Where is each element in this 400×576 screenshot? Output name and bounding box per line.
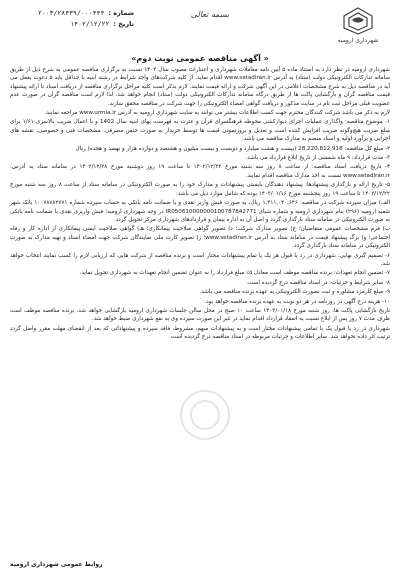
letter-meta [14, 8, 134, 30]
body-paragraph-closing: شهرداری در رد یا قبول یک یا تمامی پیشنهادات مختار است و به پیشنهادات مبهم، مشروط، فاقد سپرده و پیشنهاداتی که بعد از انقضای مهلت مقرر واصل گردد ترتیب اثر داده نخواهد شد. سایر اطلاعات و جزئیات مربوطه در اسناد مناقصه درج گردیده است. [10, 325, 390, 341]
body-paragraph-duration: ۳- مدت قرارداد: ۹ ماه شمسی از تاریخ ابلاغ قرارداد می باشد. [245, 155, 390, 162]
body-paragraph-documents: ب) فرم مشخصات عمومی متقاضیان؛ ج) تصویر مدارک شرکت؛ د) تصویر گواهی صلاحیت پیمانکاری؛ هـ) گواهی صلاحیت ایمنی پیمانکاری از اداره کار و رفاه اجتماعی؛ و) برگ پیشنهاد قیمت در سامانه ستاد به آدرس www.setadiran.ir؛ ز) تصویر کارت ملی نمایندگان شرکت جهت امضاء اسناد و تهیه مدارک به صورت الکترونیکی در سامانه ستاد بارگذاری گردد. [10, 226, 390, 250]
body-paragraph-subject: ۱- موضوع مناقصه: واگذاری عملیات اجرای دیوارکشی محوطه فرهنگسرای قرآن و عترت به فهرست بهای ابنیه سال 1402 و با اعمال ضریب بالاسری ۱/۶۱ برای مبلغ ضریب هیچ‌وگونه ضریب افزایش کننده است و تعدیل و بروزنمودن قیمت ها توسط خریدار به صورت جنس مصرفی، مشخصات فنی و خصوصی، نقشه های اجرایی و برآورد اولیه و اسناد منضم به مدارک مناقصه می باشد. [10, 119, 390, 143]
body-paragraph-opening: تاریخ بازگشایی پاکت ها: روز شنبه مورخ ۱۴۰۳/۰۱/۱۸ ساعت ۱۰ صبح در محل سالن جلسات شهرداری ارومیه بازگشایی خواهد شد. برنده مناقصه موظف است ظرف مدت ۷ روز پس از ابلاغ نسبت به انعقاد قرارداد اقدام نماید در غیر این صورت سپرده وی به نفع شهرداری ضبط خواهد شد. [10, 307, 391, 323]
body-paragraph-fee: ۹- مبلغ کارمزد مشاوره و ثبت بصورت الکترونیکی به عهده برنده مناقصه می باشد. [199, 289, 390, 296]
number-value: ۲۰۰۳/۲۸۴۳۹/۰۰۰۴۴۴ [37, 9, 105, 17]
body-paragraph-guarantee: ۷- تضمین انجام تعهدات: برنده مناقصه موظف است معادل ۵٪ مبلغ قرارداد را به عنوان تضمین انجام تعهدات به شهرداری تحویل نماید. [79, 270, 390, 277]
body-paragraph-decision: ۶- تصمیم گیری نهایی: شهرداری در رد یا قبول هر یک یا تمام پیشنهادات مختار است و برنده مناقصه از شرکت هایی که ارزیابی لازم را کسب نمایند انتخاب خواهد شد. [10, 252, 390, 267]
signature-block: روابط عمومی شهرداری ارومیه [10, 561, 103, 568]
body-paragraph-intro: شهرداری ارومیه در نظر دارد به استناد ماده ۵ آیین نامه معاملات شهرداری و اعتبارات مصوب سال ۱۴۰۲ نسبت به برگزاری مناقصه عمومی به شرح ذیل از طریق سامانه تدارکات الکترونیکی دولت (ستاد) به آدرس www.setadiran.ir اقدام نماید. از کلیه شرکت‌های واجد شرایط در رشته ابنیه با حداقل پایه ۵ دعوت بعمل می آید در مناقصه ذیل به شرح مشخصات اعلامی در این آگهی شرکت و ارائه قیمت نمایند. لازم بذکر است کلیه مراحل برگزاری مناقصه از دریافت اسناد تا ارائه پیشنهاد قیمت مناقصه گران و بازگشایی پاکت ها از طریق درگاه سامانه تدارکات الکترونیکی دولت (ستاد) انجام خواهد شد. لذا لازم است مناقصه گران در صورت عدم عضویت قبلی مراحل ثبت نام در سایت مذکور و دریافت گواهی امضاء الکترونیکی را جهت شرکت در مناقصه محقق سازند. [10, 67, 390, 107]
body-paragraph-document-dates: ۴- تاریخ دریافت اسناد مناقصه: از ساعت ۸ روز سه شنبه مورخ ۱۴۰۲/۱۲/۲۲ تا ساعت ۱۹ روز دوشنبه مورخ ۱۴۰۲/۱۲/۲۸ در سامانه ستاد به آدرس: www.setadiran.ir نسبت به اخذ مدارک مناقصه اقدام نمایند. [10, 164, 390, 179]
body-paragraph-other: ۸- سایر شرایط و جزئیات: در اسناد مناقصه درج گردیده است. [246, 279, 390, 286]
number-row [14, 8, 134, 19]
municipality-logo [328, 6, 388, 44]
number-label: شماره : [108, 9, 134, 17]
letterhead [10, 6, 390, 54]
date-label: تاریخ : [113, 20, 134, 28]
body-paragraph-ad-cost: ۱۰- هزینه درج آگهی در روزنامه در هر دو نوبت به عهده برنده مناقصه خواهد بود. [204, 298, 390, 305]
announcement-body [10, 66, 390, 342]
org-caption: شهرداری ارومیه [337, 37, 379, 44]
announcement-title: « آگهی مناقصه عمومی نوبت دوم» [131, 54, 269, 63]
date-row [14, 19, 134, 30]
watermark-emblem-icon [160, 385, 250, 445]
body-paragraph-amount: ۲- مبلغ کل مناقصه: 28,220,812,918 (بیست و هشت میلیارد و دویست و بیست میلیون و هشتصد و دوازده هزار و نهصد و هجده) ریال [75, 145, 390, 152]
date-value: ۱۴۰۲/۱۲/۲۲ [70, 20, 110, 28]
body-paragraph-deposit: الف) میزان سپرده شرکت در مناقصه: ۱,۴۱۱,۰۴۰,۶۴۶ ریال، به صورت فیش واریز نقدی و یا ضمانت نامه بانکی به حساب سپرده شماره ۱۰۰۷۸۷۸۲۷۷۱ بانک شهر شعبه ارومیه (۲۹۶) بنام شهرداری ارومیه و شماره شبای IR050610000000100787842771 در وجه شهرداری ارومیه؛ فیش واریزی نقدی یا ضمانت نامه بانکی به صورت الکترونیکی در سامانه ستاد بارگذاری گردد و اصل آن به اداره پیمان و قراردادهای شهرداری مرکز تحویل گردد. [10, 200, 391, 223]
bismillah-heading: بسمه تعالی [190, 10, 230, 19]
body-paragraph-website: لازم به ذکر می باشد شرکت کنندگان محترم جهت کسب اطلاعات بیشتر می توانند به سایت شهرداری ارومیه به آدرس www.urmia.ir مراجعه نمایند. [44, 110, 390, 117]
body-paragraph-submission: ۵- تاریخ ارائه و بارگذاری پیشنهادها: پیشنهاد دهندگان بایستی پیشنهادات و مدارک خود را به صورت الکترونیکی در سامانه ستاد از ساعت ۸ روز سه شنبه مورخ ۱۴۰۲/۱۲/۲۲ تا ساعت ۱۹ روز پنجشنبه مورخ ۱۴۰۳/۰۱/۱۶ بوده که شامل موارد ذیل می باشد: [10, 182, 390, 197]
municipality-emblem-icon [341, 6, 375, 36]
